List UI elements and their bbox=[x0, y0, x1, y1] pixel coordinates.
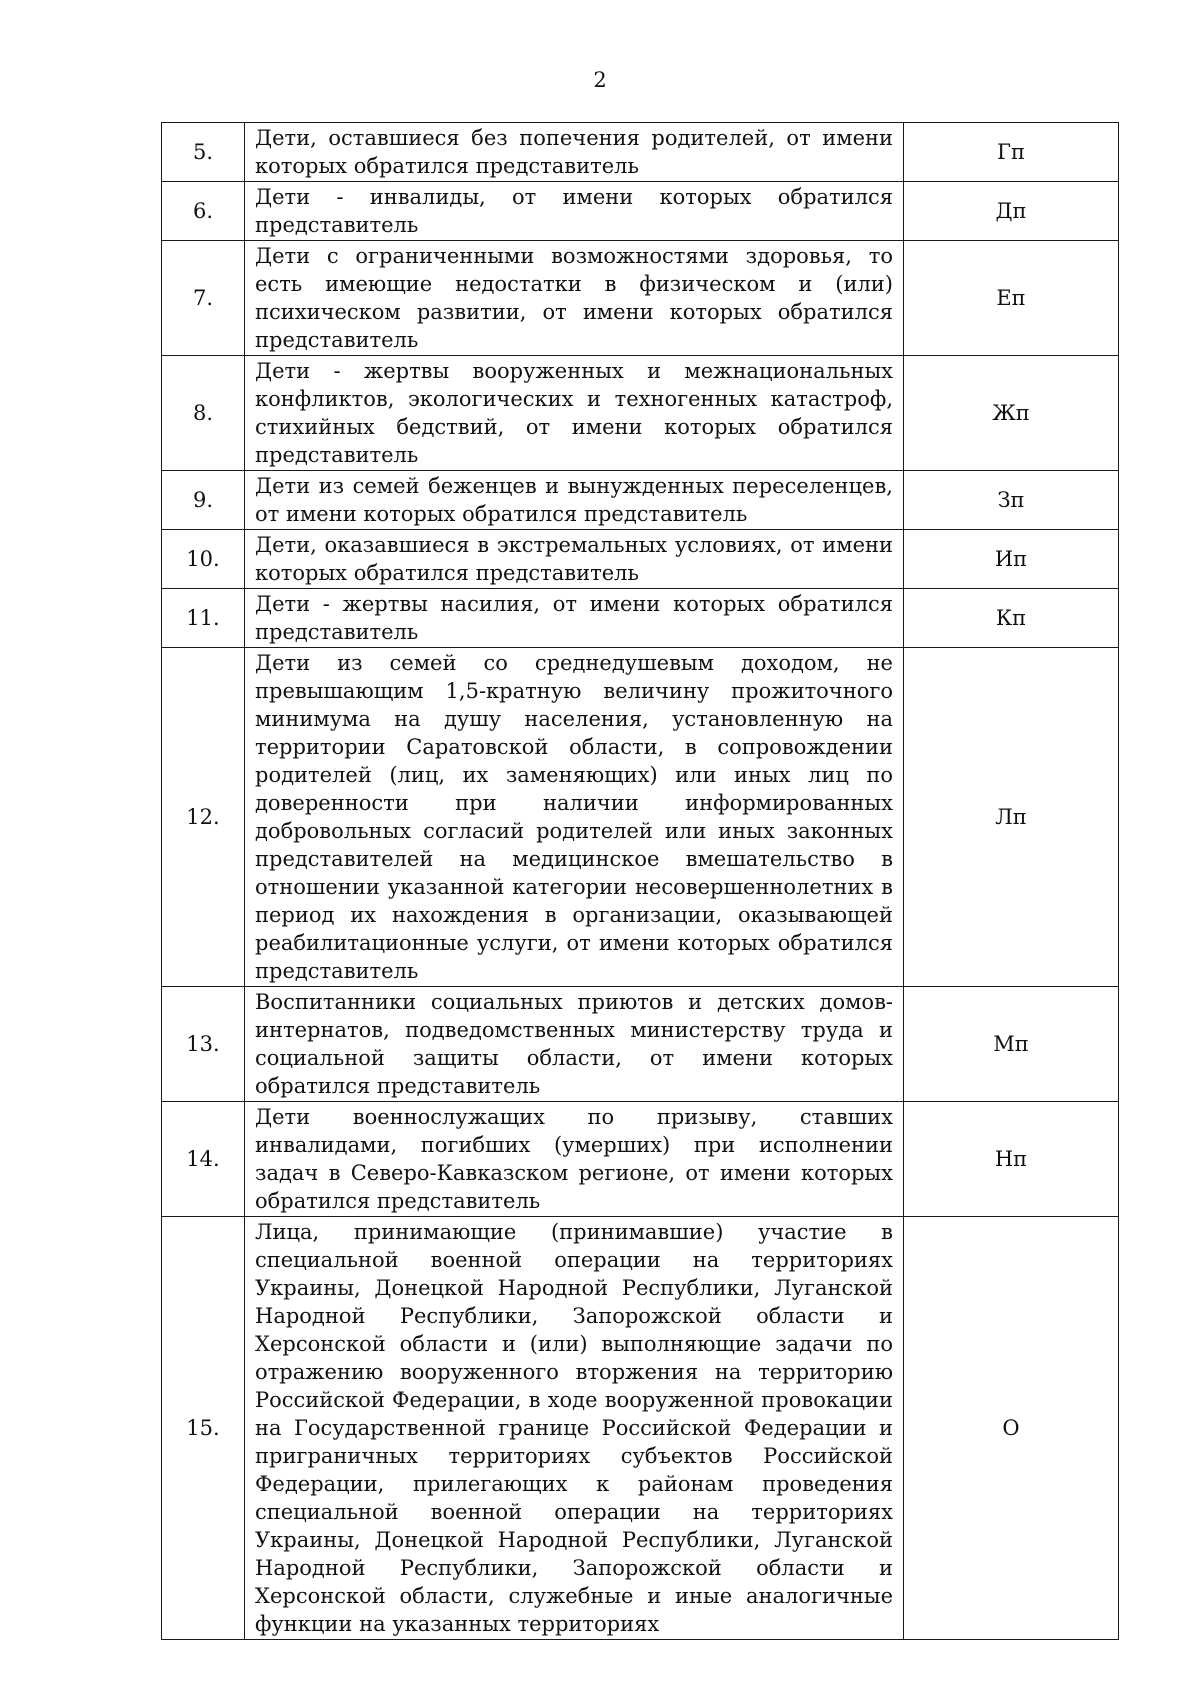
table-row bbox=[162, 471, 1119, 530]
row-number: 8. bbox=[162, 356, 245, 471]
row-description: Лица, принимающие (принимавшие) участие в специальной военной операции на территориях Украины, Донецкой Народной Республики, Луганской Народной Республики, Запорожской области и Херсонской области и (или) выполняющие задачи по отражению вооруженного вторжения на территорию Российской Федерации, в ходе вооруженной провокации на Государственной границе Российской Федерации и приграничных территориях субъектов Российской Федерации, прилегающих к районам проведения специальной военной операции на территориях Украины, Донецкой Народной Республики, Луганской Народной Республики, Запорожской области и Херсонской области, служебные и иные аналогичные функции на указанных территориях bbox=[245, 1217, 904, 1640]
row-code: Дп bbox=[904, 182, 1119, 241]
row-number: 7. bbox=[162, 241, 245, 356]
row-description: Дети, оставшиеся без попечения родителей, от имени которых обратился представитель bbox=[245, 123, 904, 182]
row-code: Ип bbox=[904, 530, 1119, 589]
row-description: Дети - жертвы насилия, от имени которых обратился представитель bbox=[245, 589, 904, 648]
table-row bbox=[162, 589, 1119, 648]
row-description: Дети - инвалиды, от имени которых обратился представитель bbox=[245, 182, 904, 241]
table-row bbox=[162, 241, 1119, 356]
row-description: Дети - жертвы вооруженных и межнациональных конфликтов, экологических и техногенных катастроф, стихийных бедствий, от имени которых обратился представитель bbox=[245, 356, 904, 471]
table-row bbox=[162, 356, 1119, 471]
category-table-body bbox=[162, 123, 1119, 1640]
row-number: 14. bbox=[162, 1102, 245, 1217]
row-number: 13. bbox=[162, 987, 245, 1102]
row-code: Лп bbox=[904, 648, 1119, 987]
table-row bbox=[162, 1102, 1119, 1217]
category-table bbox=[161, 122, 1119, 1640]
row-description: Дети, оказавшиеся в экстремальных условиях, от имени которых обратился представитель bbox=[245, 530, 904, 589]
table-row bbox=[162, 530, 1119, 589]
row-code: Жп bbox=[904, 356, 1119, 471]
row-number: 12. bbox=[162, 648, 245, 987]
row-number: 11. bbox=[162, 589, 245, 648]
table-row bbox=[162, 1217, 1119, 1640]
row-code: Нп bbox=[904, 1102, 1119, 1217]
table-row bbox=[162, 123, 1119, 182]
row-number: 5. bbox=[162, 123, 245, 182]
row-description: Дети из семей со среднедушевым доходом, не превышающим 1,5-кратную величину прожиточного минимума на душу населения, установленную на территории Саратовской области, в сопровождении родителей (лиц, их заменяющих) или иных лиц по доверенности при наличии информированных добровольных согласий родителей или иных законных представителей на медицинское вмешательство в отношении указанной категории несовершеннолетних в период их нахождения в организации, оказывающей реабилитационные услуги, от имени которых обратился представитель bbox=[245, 648, 904, 987]
page-number: 2 bbox=[593, 68, 607, 92]
table-row bbox=[162, 987, 1119, 1102]
row-number: 9. bbox=[162, 471, 245, 530]
row-code: Еп bbox=[904, 241, 1119, 356]
row-description: Дети с ограниченными возможностями здоровья, то есть имеющие недостатки в физическом и (или) психическом развитии, от имени которых обратился представитель bbox=[245, 241, 904, 356]
row-number: 15. bbox=[162, 1217, 245, 1640]
row-number: 10. bbox=[162, 530, 245, 589]
row-code: Мп bbox=[904, 987, 1119, 1102]
row-description: Дети из семей беженцев и вынужденных переселенцев, от имени которых обратился представитель bbox=[245, 471, 904, 530]
row-code: О bbox=[904, 1217, 1119, 1640]
row-description: Воспитанники социальных приютов и детских домов-интернатов, подведомственных министерству труда и социальной защиты области, от имени которых обратился представитель bbox=[245, 987, 904, 1102]
row-code: Гп bbox=[904, 123, 1119, 182]
row-description: Дети военнослужащих по призыву, ставших инвалидами, погибших (умерших) при исполнении задач в Северо-Кавказском регионе, от имени которых обратился представитель bbox=[245, 1102, 904, 1217]
table-row bbox=[162, 182, 1119, 241]
table-row bbox=[162, 648, 1119, 987]
row-code: Кп bbox=[904, 589, 1119, 648]
row-code: Зп bbox=[904, 471, 1119, 530]
row-number: 6. bbox=[162, 182, 245, 241]
